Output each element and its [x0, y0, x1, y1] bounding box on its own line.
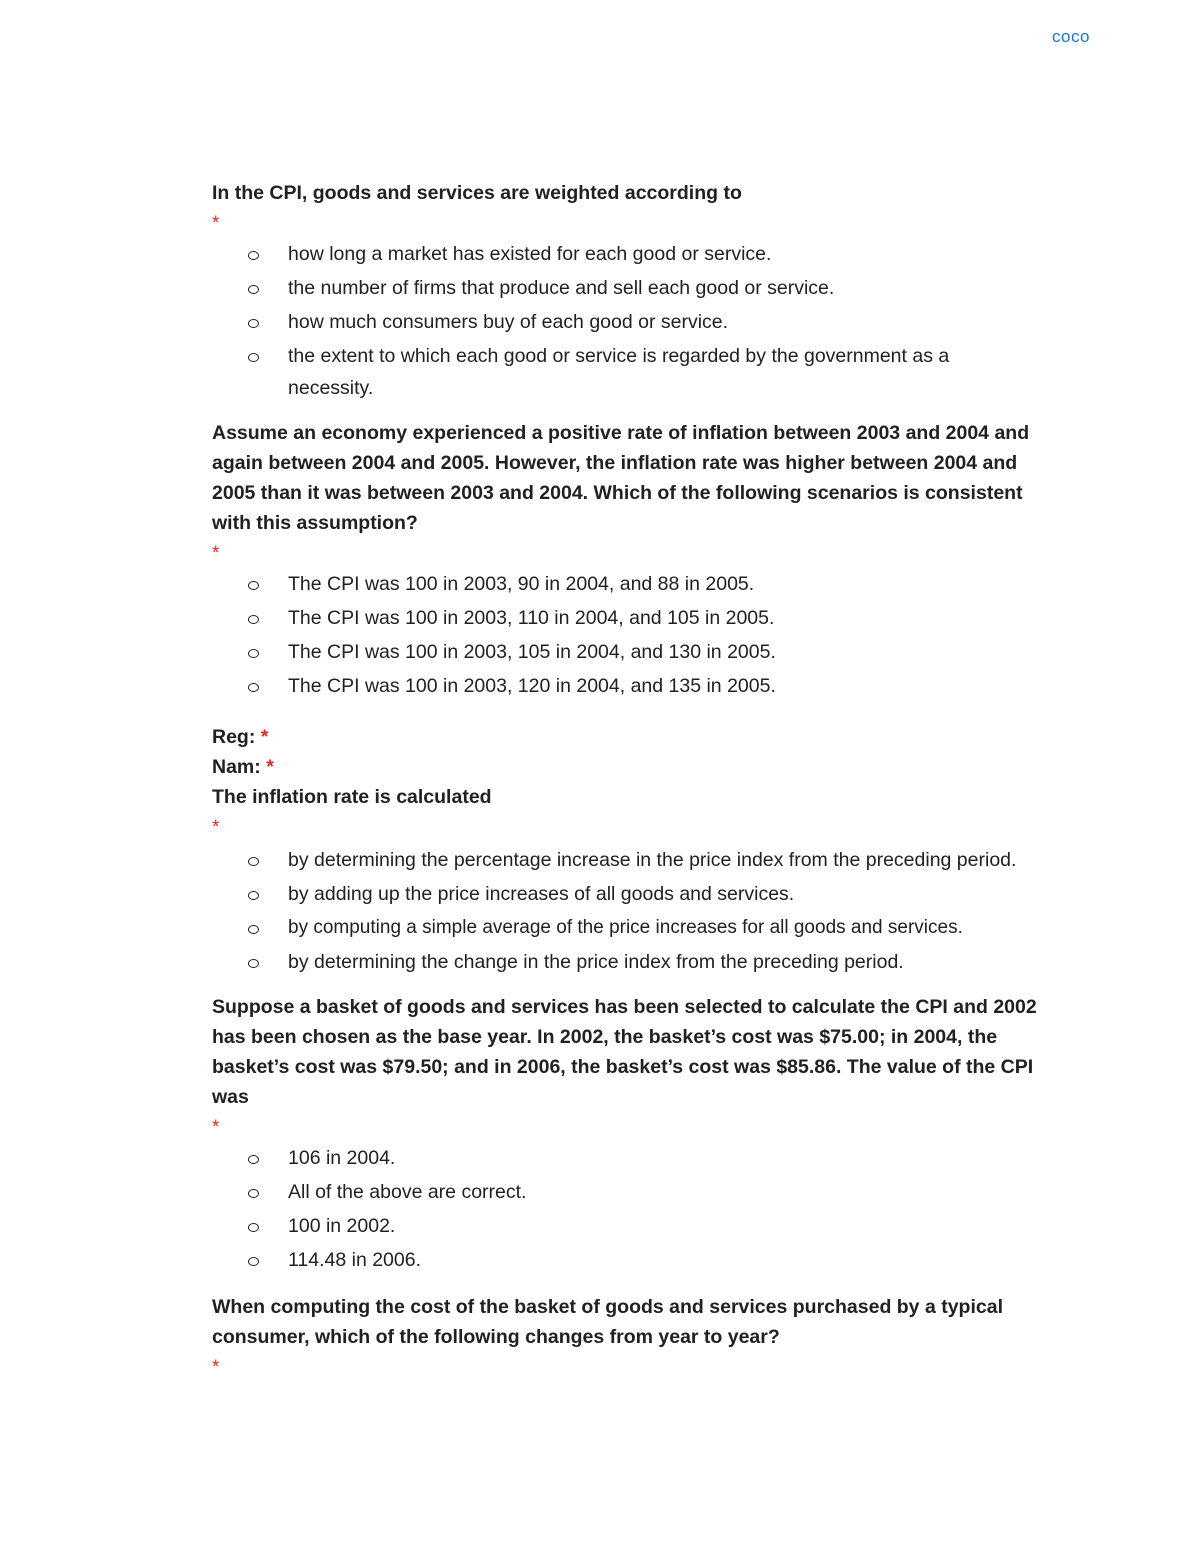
- option-label: how long a market has existed for each good or service.: [288, 243, 772, 265]
- radio-circle-icon[interactable]: [248, 925, 259, 934]
- option-item[interactable]: [212, 238, 1072, 272]
- header-tag: coco: [1052, 27, 1090, 46]
- required-marker: *: [212, 213, 220, 234]
- option-label: by adding up the price increases of all goods and services.: [288, 883, 795, 905]
- radio-circle-icon[interactable]: [248, 1155, 259, 1164]
- option-label: by determining the percentage increase in the price index from the preceding period.: [288, 849, 1017, 871]
- option-list: [212, 238, 1072, 404]
- question-title: The inflation rate is calculated: [212, 786, 492, 808]
- option-item[interactable]: [212, 1176, 1072, 1210]
- option-label: by computing a simple average of the price increases for all goods and services.: [288, 917, 963, 938]
- required-marker: *: [212, 543, 220, 564]
- reg-label: Reg:: [212, 726, 256, 748]
- option-item[interactable]: [212, 1142, 1072, 1176]
- option-label: how much consumers buy of each good or service.: [288, 311, 729, 333]
- option-item[interactable]: [212, 878, 1072, 912]
- option-item[interactable]: [212, 636, 1072, 670]
- option-item[interactable]: [212, 602, 1072, 636]
- question-4: [212, 992, 1072, 1278]
- option-label: The CPI was 100 in 2003, 110 in 2004, and 105 in 2005.: [288, 607, 775, 629]
- option-label: the number of firms that produce and sell each good or service.: [288, 277, 835, 299]
- question-title: Suppose a basket of goods and services has been selected to calculate the CPI and 2002 has been chosen as the base year. In 2002, the basket’s cost was $75.00; in 2004, the basket’s cost was $79.50; and in 2006, the basket’s cost was $85.86. The value of the CPI was: [212, 996, 1037, 1108]
- option-item[interactable]: [212, 272, 1072, 306]
- radio-circle-icon[interactable]: [248, 683, 259, 692]
- radio-circle-icon[interactable]: [248, 959, 259, 968]
- option-label: by determining the change in the price index from the preceding period.: [288, 951, 904, 973]
- radio-circle-icon[interactable]: [248, 1189, 259, 1198]
- radio-circle-icon[interactable]: [248, 285, 259, 294]
- radio-circle-icon[interactable]: [248, 319, 259, 328]
- option-label: 106 in 2004.: [288, 1147, 396, 1169]
- option-item[interactable]: [212, 1210, 1072, 1244]
- question-2: [212, 418, 1072, 704]
- required-marker: *: [212, 1357, 220, 1378]
- option-label: The CPI was 100 in 2003, 105 in 2004, and 130 in 2005.: [288, 641, 776, 663]
- radio-circle-icon[interactable]: [248, 615, 259, 624]
- required-marker: *: [212, 817, 220, 838]
- question-title: In the CPI, goods and services are weighted according to: [212, 182, 742, 204]
- option-item[interactable]: [212, 1244, 1072, 1278]
- reg-field[interactable]: [212, 722, 1072, 752]
- option-item[interactable]: [212, 306, 1072, 340]
- radio-circle-icon[interactable]: [248, 251, 259, 260]
- required-marker: *: [266, 756, 274, 778]
- quiz-content: [212, 178, 1072, 1380]
- short-answer-fields: [212, 722, 1072, 782]
- radio-circle-icon[interactable]: [248, 581, 259, 590]
- radio-circle-icon[interactable]: [248, 1223, 259, 1232]
- option-item[interactable]: [212, 340, 1072, 404]
- option-item[interactable]: [212, 946, 1072, 980]
- question-title: Assume an economy experienced a positive rate of inflation between 2003 and 2004 and again between 2004 and 2005. However, the inflation rate was higher between 2004 and 2005 than it was between 2003 and 2004. Which of the following scenarios is consistent with this assumption?: [212, 422, 1030, 534]
- required-marker: *: [212, 1117, 220, 1138]
- nam-field[interactable]: [212, 752, 1072, 782]
- option-item[interactable]: [212, 912, 1072, 946]
- option-label: 100 in 2002.: [288, 1215, 396, 1237]
- radio-circle-icon[interactable]: [248, 1257, 259, 1266]
- option-list: [212, 568, 1072, 704]
- radio-circle-icon[interactable]: [248, 649, 259, 658]
- option-label: the extent to which each good or service is regarded by the government as a necessity.: [288, 345, 950, 399]
- question-5: [212, 1292, 1072, 1380]
- option-list: [212, 844, 1072, 980]
- option-label: The CPI was 100 in 2003, 90 in 2004, and 88 in 2005.: [288, 573, 755, 595]
- option-label: 114.48 in 2006.: [288, 1249, 422, 1271]
- radio-circle-icon[interactable]: [248, 353, 259, 362]
- required-marker: *: [260, 726, 269, 748]
- radio-circle-icon[interactable]: [248, 891, 259, 900]
- option-label: All of the above are correct.: [288, 1181, 527, 1203]
- option-label: The CPI was 100 in 2003, 120 in 2004, and 135 in 2005.: [288, 675, 776, 697]
- question-3: [212, 782, 1072, 980]
- option-list: [212, 1142, 1072, 1278]
- radio-circle-icon[interactable]: [248, 857, 259, 866]
- question-title: When computing the cost of the basket of goods and services purchased by a typical consumer, which of the following changes from year to year?: [212, 1296, 1003, 1348]
- option-item[interactable]: [212, 670, 1072, 704]
- question-1: [212, 178, 1072, 404]
- option-item[interactable]: [212, 844, 1072, 878]
- option-item[interactable]: [212, 568, 1072, 602]
- nam-label: Nam:: [212, 756, 261, 778]
